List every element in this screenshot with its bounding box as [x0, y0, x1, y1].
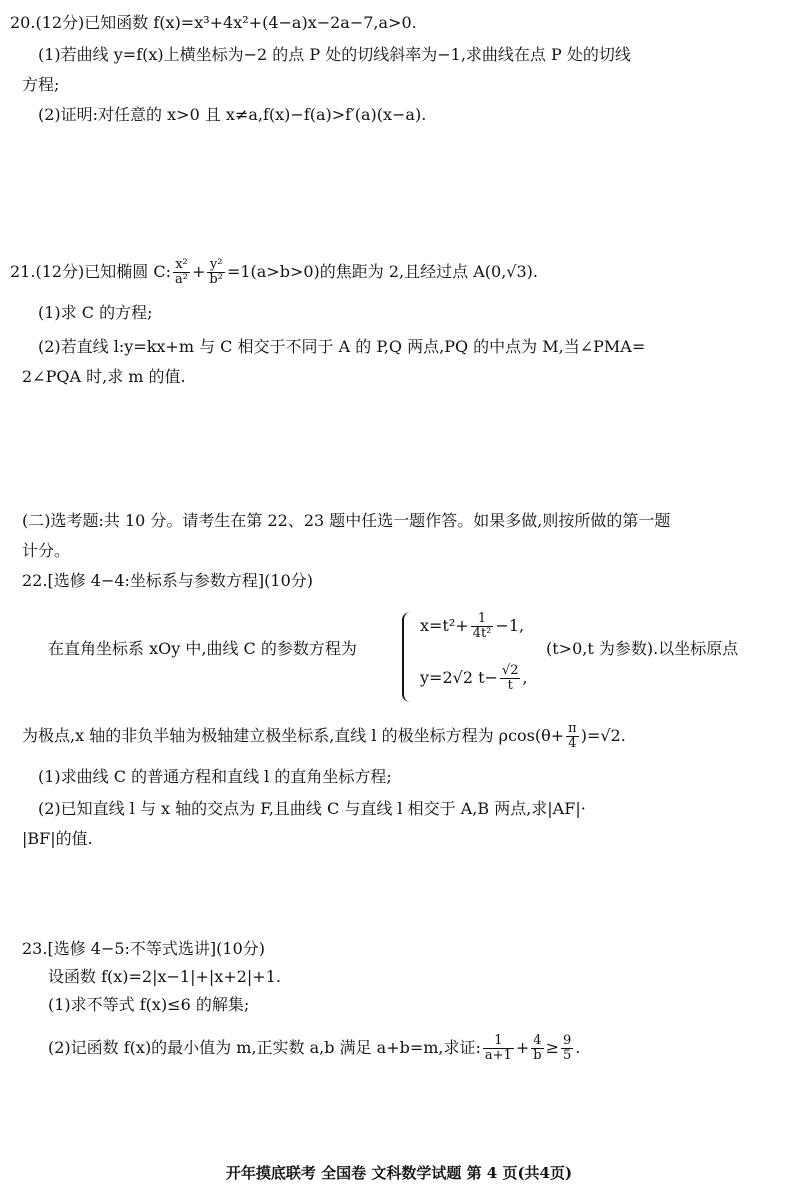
page-footer: 开年摸底联考 全国卷 文科数学试题 第 4 页(共4页) [225, 1164, 573, 1182]
q22-eq-y-frac [500, 664, 521, 693]
q23-part1: (1)求不等式 f(x)≤6 的解集; [48, 995, 250, 1014]
q22-intro: 在直角坐标系 xOy 中,曲线 C 的参数方程为 [48, 639, 357, 658]
q22-pi-num: π [568, 721, 577, 736]
q23-geq: ≥ [545, 1038, 559, 1057]
q21-part1: (1)求 C 的方程; [38, 303, 153, 322]
q22-eq-y-pre: y=2√2 t− [420, 668, 498, 687]
q23-frac-2-den: b [533, 1048, 542, 1063]
section-note-line1: (二)选考题:共 10 分。请考生在第 22、23 题中任选一题作答。如果多做,则按所做的第一题 [22, 511, 671, 530]
q22-eq-x-frac [471, 612, 494, 641]
q23-frac-3-num: 9 [562, 1033, 572, 1048]
q20-part2: (2)证明:对任意的 x>0 且 x≠a,f(x)−f(a)>f′(a)(x−a). [38, 105, 427, 124]
q23-frac-2 [531, 1034, 543, 1063]
q22-eq-x-pre: x=t²+ [420, 616, 469, 635]
q21-stem-post: =1(a>b>0)的焦距为 2,且经过点 A(0,√3). [226, 262, 538, 281]
q22-polar-line [22, 722, 626, 751]
q23-definition: 设函数 f(x)=2|x−1|+|x+2|+1. [48, 967, 281, 986]
q21-frac-y-den: b² [209, 272, 223, 287]
q20-part1-line2: 方程; [22, 75, 60, 94]
q23-frac-1 [483, 1034, 514, 1063]
q22-part2-line1: (2)已知直线 l 与 x 轴的交点为 F,且曲线 C 与直线 l 相交于 A,B 两点,求|AF|· [38, 799, 586, 818]
q22-eq-y-den: t [507, 678, 513, 693]
q23-stem: 23.[选修 4−5:不等式选讲](10分) [22, 939, 266, 958]
q22-eq-x-den: 4t² [472, 626, 492, 641]
q22-part1: (1)求曲线 C 的普通方程和直线 l 的直角坐标方程; [38, 767, 392, 786]
q22-eq-x-num: 1 [471, 612, 494, 627]
q23-part2-pre: (2)记函数 f(x)的最小值为 m,正实数 a,b 满足 a+b=m,求证: [48, 1038, 481, 1057]
q23-frac-1-num: 1 [483, 1034, 514, 1049]
q21-stem-pre: 21.(12分)已知椭圆 C: [10, 262, 172, 281]
q22-pi-den: 4 [568, 736, 577, 751]
q21-plus: + [191, 262, 206, 281]
q23-part2 [48, 1034, 580, 1063]
q22-eq-x-post: −1, [495, 616, 525, 635]
q22-polar-pre: 为极点,x 轴的非负半轴为极轴建立极坐标系,直线 l 的极坐标方程为 ρcos(θ+ [22, 726, 565, 745]
q21-frac-x-den: a² [175, 272, 188, 287]
q21-frac-y [207, 258, 225, 287]
q23-frac-2-num: 4 [531, 1034, 543, 1049]
q22-polar-post: )=√2. [580, 726, 626, 745]
q21-stem [10, 258, 538, 287]
q22-pi-frac [566, 722, 579, 751]
q23-frac-3-den: 5 [562, 1048, 572, 1063]
q22-eq-y-post: , [522, 668, 528, 687]
q20-part1-line1: (1)若曲线 y=f(x)上横坐标为−2 的点 P 处的切线斜率为−1,求曲线在点 P 处的切线 [38, 45, 631, 64]
q21-part2-line1: (2)若直线 l:y=kx+m 与 C 相交于不同于 A 的 P,Q 两点,PQ 的中点为 M,当∠PMA= [38, 337, 646, 356]
q23-plus: + [515, 1038, 530, 1057]
q22-param-note: (t>0,t 为参数).以坐标原点 [546, 639, 739, 658]
q23-frac-3 [561, 1034, 573, 1063]
q23-part2-post: . [575, 1038, 581, 1057]
q22-eq-y-num: √2 [501, 663, 519, 678]
q21-frac-x [173, 258, 190, 287]
q22-system-brace [402, 612, 418, 702]
q21-frac-y-num: y² [207, 258, 225, 273]
section-note-line2: 计分。 [22, 541, 71, 560]
q22-part2-line2: |BF|的值. [22, 829, 93, 848]
q23-frac-1-den: a+1 [484, 1048, 512, 1063]
q22-stem: 22.[选修 4−4:坐标系与参数方程](10分) [22, 571, 314, 590]
q21-frac-x-num: x² [173, 258, 190, 273]
q22-eq-x [420, 612, 524, 641]
q22-eq-y [420, 664, 528, 693]
q20-stem: 20.(12分)已知函数 f(x)=x³+4x²+(4−a)x−2a−7,a>0. [10, 13, 417, 32]
q21-part2-line2: 2∠PQA 时,求 m 的值. [22, 367, 186, 386]
